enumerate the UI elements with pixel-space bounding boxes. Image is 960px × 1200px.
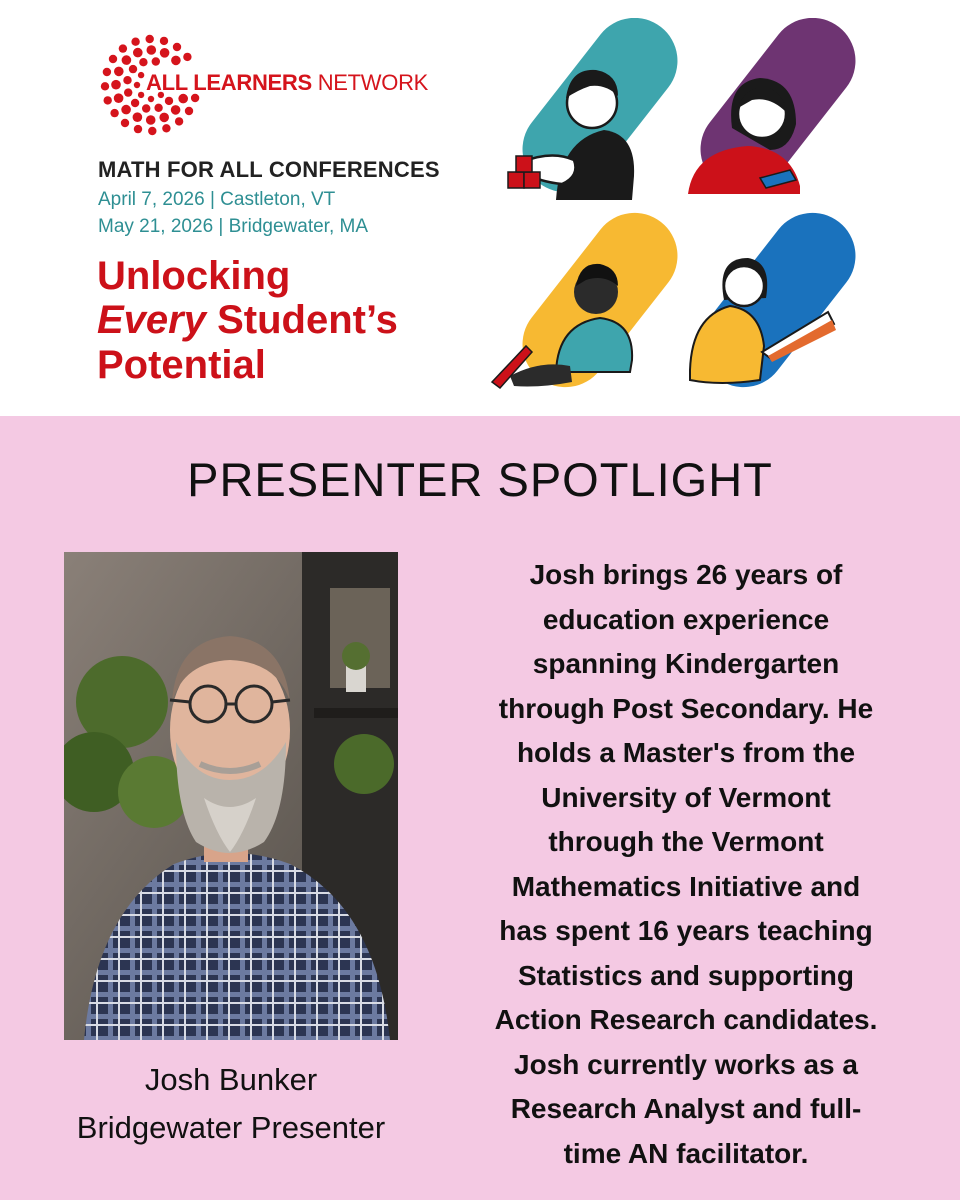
headline-line-1: Unlocking <box>97 254 291 298</box>
presenter-name: Josh Bunker <box>144 1062 318 1097</box>
presenter-photo <box>64 552 398 1040</box>
headline-line-2 <box>97 298 398 342</box>
bio-line: education experience <box>542 603 830 635</box>
conference-banner <box>0 0 960 416</box>
network-logo-text <box>146 70 428 96</box>
conference-date-bridgewater: May 21, 2026 | Bridgewater, MA <box>98 216 369 237</box>
bio-line: through the Vermont <box>548 826 824 857</box>
headline-emphasis: Every <box>97 298 206 342</box>
bio-line: Action Research candidates. <box>494 1004 878 1035</box>
students-learning-illustration <box>486 18 866 410</box>
headline-line-2-rest: Student’s <box>205 298 398 342</box>
bio-line: Josh currently works as a <box>514 1048 858 1080</box>
bio-line: has spent 16 years teaching <box>499 915 873 946</box>
bio-line: time AN facilitator. <box>563 1137 809 1169</box>
bio-line: Mathematics Initiative and <box>511 870 861 902</box>
logo-brand: ALL LEARNERS <box>146 70 312 95</box>
headline-line-3: Potential <box>97 343 266 387</box>
presenter-role: Bridgewater Presenter <box>76 1110 386 1145</box>
bio-line: University of Vermont <box>541 781 831 813</box>
conference-title: MATH FOR ALL CONFERENCES <box>98 157 440 182</box>
conference-date-castleton: April 7, 2026 | Castleton, VT <box>98 189 336 210</box>
bio-line: holds a Master's from the <box>516 737 856 768</box>
logo-suffix: NETWORK <box>317 70 429 95</box>
student-drawing-icon <box>492 196 695 405</box>
bio-line: Research Analyst and full- <box>510 1093 862 1124</box>
presenter-bio <box>440 553 932 1176</box>
bio-line: spanning Kindergarten <box>532 648 840 679</box>
bio-line: Statistics and supporting <box>517 959 855 991</box>
bio-line: through Post Secondary. He <box>498 692 874 724</box>
student-with-blocks-icon <box>505 18 695 209</box>
student-reading-icon <box>683 196 866 405</box>
bio-line: Josh brings 26 years of <box>529 559 843 590</box>
student-thinking-icon <box>683 18 866 209</box>
spotlight-title: PRESENTER SPOTLIGHT <box>187 453 773 506</box>
